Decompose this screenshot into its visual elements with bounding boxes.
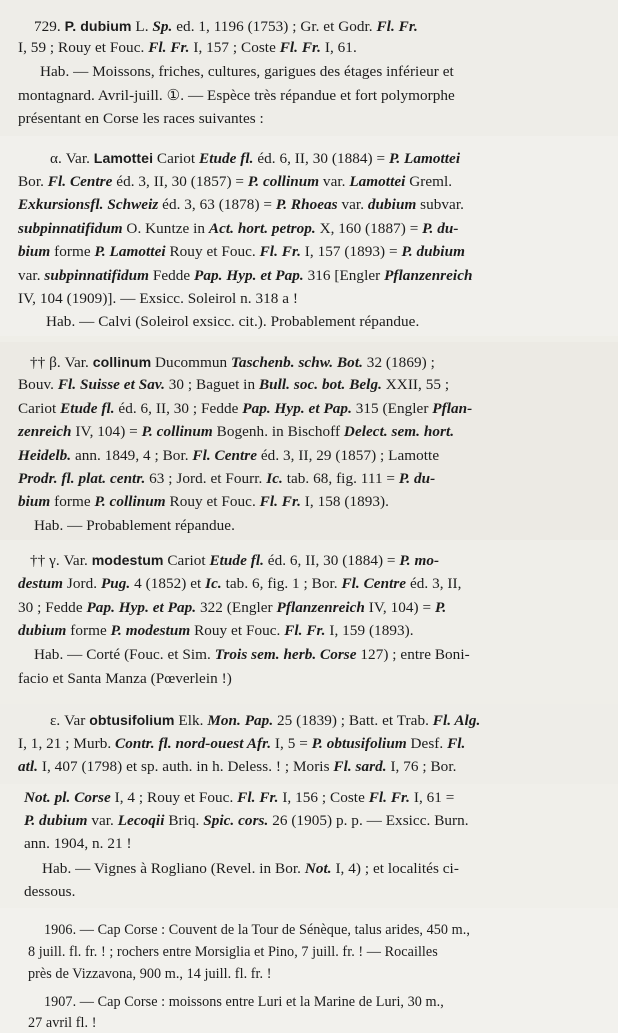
variety-line: ann. 1904, n. 21 !	[24, 835, 132, 852]
variety-line: dessous.	[24, 883, 76, 900]
variety-beta-block	[0, 342, 618, 540]
record-line: 1906. — Cap Corse : Couvent de la Tour de Sénèque, talus arides, 450 m.,	[44, 922, 470, 938]
variety-line: facio et Santa Manza (Pœverlein !)	[18, 670, 232, 687]
variety-line: Hab. — Corté (Fouc. et Sim. Trois sem. herb. Corse 127) ; entre Boni-	[34, 646, 470, 663]
variety-line: P. dubium var. Lecoqii Briq. Spic. cors. 26 (1905) p. p. — Exsicc. Burn.	[24, 812, 469, 829]
records-block	[0, 908, 618, 1033]
variety-line: subpinnatifidum O. Kuntze in Act. hort. petrop. X, 160 (1887) = P. du-	[18, 220, 459, 237]
record-line: 1907. — Cap Corse : moissons entre Luri et la Marine de Luri, 30 m.,	[44, 994, 444, 1010]
entry-line: 729. P. dubium L. Sp. ed. 1, 1196 (1753) ; Gr. et Godr. Fl. Fr.	[34, 18, 418, 35]
variety-line: atl. I, 407 (1798) et sp. auth. in h. Deless. ! ; Moris Fl. sard. I, 76 ; Bor.	[18, 758, 457, 775]
entry-line: présentant en Corse les races suivantes :	[18, 110, 264, 127]
variety-line: 30 ; Fedde Pap. Hyp. et Pap. 322 (Engler Pflanzenreich IV, 104) = P.	[18, 599, 447, 616]
record-line: 8 juill. fl. fr. ! ; rochers entre Morsiglia et Pino, 7 juill. fr. ! — Rocailles	[28, 944, 438, 960]
variety-line: I, 1, 21 ; Murb. Contr. fl. nord-ouest Afr. I, 5 = P. obtusifolium Desf. Fl.	[18, 735, 466, 752]
variety-line: †† γ. Var. modestum Cariot Etude fl. éd. 6, II, 30 (1884) = P. mo-	[30, 552, 440, 569]
variety-line: ε. Var obtusifolium Elk. Mon. Pap. 25 (1839) ; Batt. et Trab. Fl. Alg.	[50, 712, 481, 729]
variety-line: Cariot Etude fl. éd. 6, II, 30 ; Fedde Pap. Hyp. et Pap. 315 (Engler Pflan-	[18, 400, 473, 417]
variety-line: Bouv. Fl. Suisse et Sav. 30 ; Baguet in Bull. soc. bot. Belg. XXII, 55 ;	[18, 376, 450, 393]
variety-line: Hab. — Probablement répandue.	[34, 517, 235, 534]
variety-line: var. subpinnatifidum Fedde Pap. Hyp. et Pap. 316 [Engler Pflanzenreich	[18, 267, 473, 284]
entry-line: montagnard. Avril-juill. ①. — Espèce très répandue et fort polymorphe	[18, 87, 455, 104]
variety-epsilon-continued-block	[0, 784, 618, 908]
variety-alpha-block	[0, 136, 618, 336]
variety-gamma-block	[0, 540, 618, 700]
entry-block	[0, 0, 618, 136]
variety-line: α. Var. Lamottei Cariot Etude fl. éd. 6, II, 30 (1884) = P. Lamottei	[50, 150, 461, 167]
record-line: près de Vizzavona, 900 m., 14 juill. fl. fr. !	[28, 966, 272, 982]
variety-line: Bor. Fl. Centre éd. 3, II, 30 (1857) = P. collinum var. Lamottei Greml.	[18, 173, 453, 190]
variety-line: †† β. Var. collinum Ducommun Taschenb. schw. Bot. 32 (1869) ;	[30, 354, 435, 371]
variety-line: bium forme P. Lamottei Rouy et Fouc. Fl. Fr. I, 157 (1893) = P. dubium	[18, 243, 465, 260]
variety-line: Exkursionsfl. Schweiz éd. 3, 63 (1878) = P. Rhoeas var. dubium subvar.	[18, 196, 464, 213]
record-line: 27 avril fl. !	[28, 1015, 97, 1031]
variety-line: Prodr. fl. plat. centr. 63 ; Jord. et Fourr. Ic. tab. 68, fig. 111 = P. du-	[18, 470, 436, 487]
variety-line: Hab. — Vignes à Rogliano (Revel. in Bor. Not. I, 4) ; et localités ci-	[42, 860, 459, 877]
entry-line: I, 59 ; Rouy et Fouc. Fl. Fr. I, 157 ; Coste Fl. Fr. I, 61.	[18, 39, 357, 56]
variety-line: Heidelb. ann. 1849, 4 ; Bor. Fl. Centre éd. 3, II, 29 (1857) ; Lamotte	[18, 447, 440, 464]
variety-epsilon-block	[0, 704, 618, 784]
variety-line: Not. pl. Corse I, 4 ; Rouy et Fouc. Fl. Fr. I, 156 ; Coste Fl. Fr. I, 61 =	[24, 789, 455, 806]
variety-line: zenreich IV, 104) = P. collinum Bogenh. in Bischoff Delect. sem. hort.	[18, 423, 455, 440]
entry-line: Hab. — Moissons, friches, cultures, garigues des étages inférieur et	[40, 63, 454, 80]
variety-line: destum Jord. Pug. 4 (1852) et Ic. tab. 6, fig. 1 ; Bor. Fl. Centre éd. 3, II,	[18, 575, 462, 592]
variety-line: bium forme P. collinum Rouy et Fouc. Fl. Fr. I, 158 (1893).	[18, 493, 390, 510]
variety-line: IV, 104 (1909)]. — Exsicc. Soleirol n. 318 a !	[18, 290, 298, 307]
variety-line: Hab. — Calvi (Soleirol exsicc. cit.). Probablement répandue.	[46, 313, 420, 330]
variety-line: dubium forme P. modestum Rouy et Fouc. Fl. Fr. I, 159 (1893).	[18, 622, 414, 639]
